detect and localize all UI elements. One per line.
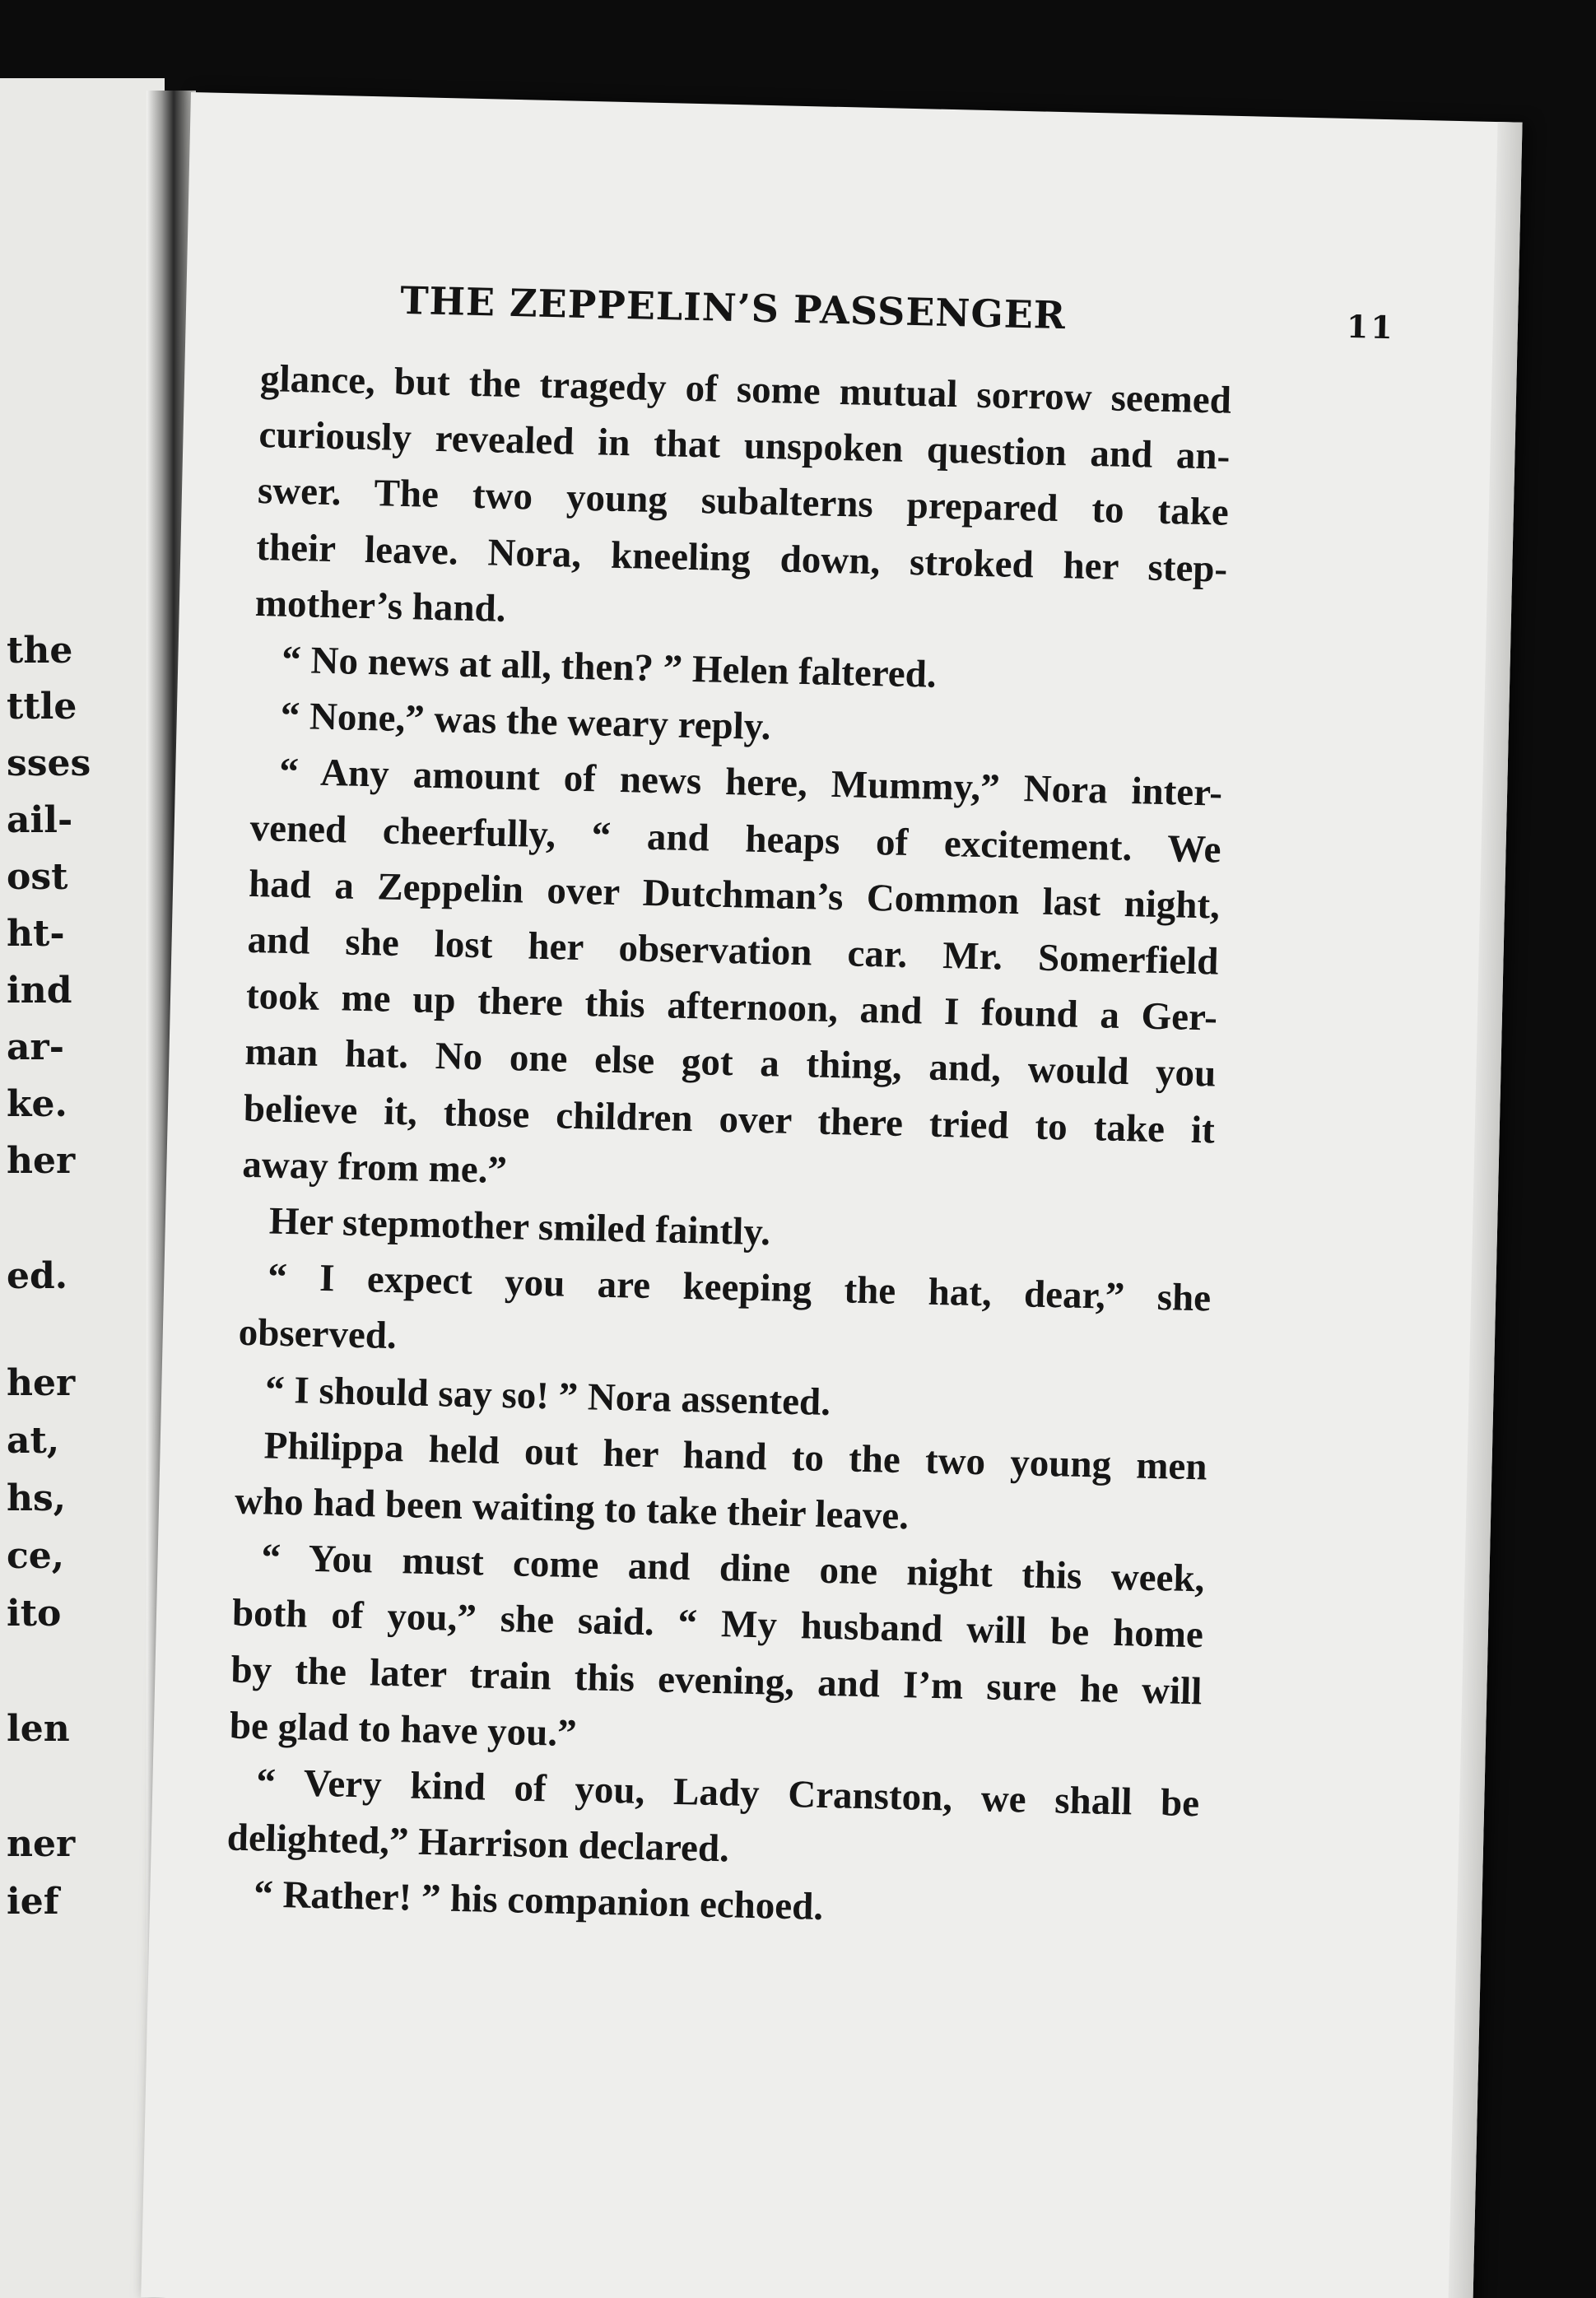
text-line: glance, but the tragedy of some mutual sorrow seemed bbox=[259, 357, 1232, 422]
left-page-fragment: ind bbox=[7, 970, 72, 1012]
left-page-fragment: ed. bbox=[7, 1255, 68, 1297]
text-line: curiously revealed in that unspoken question and an- bbox=[258, 413, 1231, 478]
left-page-fragment: ail- bbox=[7, 799, 73, 841]
text-line: “ None,” was the weary reply. bbox=[280, 694, 771, 749]
text-line: “ You must come and dine one night this week, bbox=[261, 1536, 1205, 1601]
left-page-fragment: ar- bbox=[7, 1026, 64, 1068]
text-line: “ Very kind of you, Lady Cranston, we shall be bbox=[255, 1761, 1200, 1826]
text-line: “ Any amount of news here, Mummy,” Nora inter- bbox=[278, 751, 1223, 816]
text-line: observed. bbox=[238, 1311, 398, 1358]
text-line: be glad to have you.” bbox=[229, 1704, 578, 1756]
text-line: “ Rather! ” his companion echoed. bbox=[253, 1872, 824, 1929]
left-page-fragment: the bbox=[7, 630, 73, 672]
text-line: mother’s hand. bbox=[254, 581, 507, 630]
text-line: believe it, those children over there tried to take it bbox=[243, 1086, 1216, 1152]
left-page-fragment: ner bbox=[7, 1823, 76, 1865]
text-line: Her stepmother smiled faintly. bbox=[268, 1199, 771, 1254]
running-head-title: THE ZEPPELIN’S PASSENGER bbox=[399, 277, 1067, 338]
text-line: and she lost her observation car. Mr. Somerfield bbox=[247, 918, 1219, 984]
left-page-fragment: her bbox=[7, 1140, 76, 1182]
text-line: “ I should say so! ” Nora assented. bbox=[264, 1368, 831, 1424]
left-page-fragment: ost bbox=[7, 856, 68, 898]
left-facing-page bbox=[0, 78, 165, 2298]
text-line: their leave. Nora, kneeling down, stroked her step- bbox=[255, 525, 1228, 591]
text-line: took me up there this afternoon, and I found a Ger- bbox=[245, 975, 1218, 1040]
left-page-fragment: ief bbox=[7, 1881, 59, 1923]
left-page-fragment: at, bbox=[7, 1420, 60, 1462]
left-page-fragment: ke. bbox=[7, 1083, 67, 1125]
text-line: Philippa held out her hand to the two young men bbox=[263, 1424, 1208, 1489]
left-page-fragment: her bbox=[7, 1362, 76, 1404]
left-page-fragment: ht- bbox=[7, 913, 65, 955]
text-line: swer. The two young subalterns prepared to take bbox=[257, 469, 1230, 535]
text-line: delighted,” Harrison declared. bbox=[226, 1816, 730, 1871]
left-page-fragment: len bbox=[7, 1708, 70, 1750]
text-line: man hat. No one else got a thing, and, would you bbox=[244, 1030, 1217, 1096]
body-text bbox=[226, 351, 1232, 1944]
text-line: who had been waiting to take their leave. bbox=[234, 1479, 910, 1538]
text-line: away from me.” bbox=[241, 1142, 508, 1192]
left-page-fragment: sses bbox=[7, 742, 91, 784]
text-line: had a Zeppelin over Dutchman’s Common last night, bbox=[248, 862, 1221, 928]
page-number: 11 bbox=[1346, 307, 1396, 347]
text-line: vened cheerfully, “ and heaps of excitement. We bbox=[249, 806, 1222, 872]
left-page-fragment: ttle bbox=[7, 686, 77, 728]
page-edge bbox=[1448, 122, 1523, 2298]
running-head bbox=[399, 277, 1396, 347]
text-line: both of you,” she said. “ My husband will be home bbox=[231, 1592, 1204, 1657]
text-line: “ I expect you are keeping the hat, dear,” she bbox=[267, 1255, 1212, 1320]
left-page-fragment: ce, bbox=[7, 1535, 65, 1577]
text-line: by the later train this evening, and I’m sure he will bbox=[230, 1648, 1203, 1714]
left-page-fragment: hs, bbox=[7, 1477, 67, 1519]
book-page bbox=[141, 92, 1522, 2298]
left-page-fragment: ito bbox=[7, 1593, 62, 1635]
text-line: “ No news at all, then? ” Helen faltered. bbox=[281, 638, 938, 696]
